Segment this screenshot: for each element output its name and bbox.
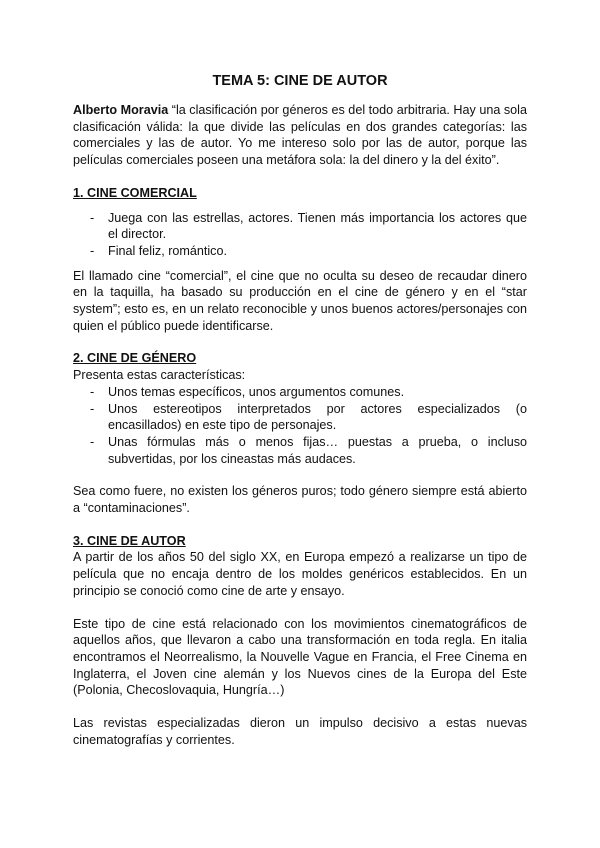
section-paragraph: El llamado cine “comercial”, el cine que no oculta su deseo de recaudar dinero en la taquilla, ha basado su producción en el cine de género y en el “star system”; esto es, en un relato reconocible y unos buenos actores/personajes con quien el público puede identificarse. — [73, 268, 527, 333]
list-item: - Unos temas específicos, unos argumentos comunes. — [73, 384, 527, 401]
section-heading: 3. CINE DE AUTOR — [73, 533, 186, 548]
section-paragraph: Las revistas especializadas dieron un impulso decisivo a estas nuevas cinematografías y corrientes. — [73, 716, 527, 747]
section-heading: 1. CINE COMERCIAL — [73, 185, 197, 200]
list-item: - Juega con las estrellas, actores. Tienen más importancia los actores que el director. — [73, 210, 527, 243]
intro-paragraph — [73, 102, 527, 169]
bullet-list — [73, 210, 527, 260]
section-heading: 2. CINE DE GÉNERO — [73, 351, 197, 366]
intro-quote: “la clasificación por géneros es del todo arbitraria. Hay una sola clasificación válida: la que divide las películas en dos grandes categorías: las comerciales y las de autor. Yo me intereso solo por las de autor, porque las películas comerciales poseen una metáfora sola: la del dinero y la del éxito”. — [73, 103, 527, 168]
list-item: - Unas fórmulas más o menos fijas… puestas a prueba, o incluso subvertidas, por los cineastas más audaces. — [73, 434, 527, 467]
section-paragraph: Este tipo de cine está relacionado con los movimientos cinematográficos de aquellos años, que llevaron a cabo una transformación en toda regla. En italia encontramos el Neorrealismo, la Nouvelle Vague en Francia, el Free Cinema en Inglaterra, el Joven cine alemán y los Nuevos cines de la Europa del Este (Polonia, Checoslovaquia, Hungría…) — [73, 616, 527, 698]
section-paragraph: Sea como fuere, no existen los géneros puros; todo género siempre está abierto a “contaminaciones”. — [73, 484, 527, 516]
section-lead: Presenta estas características: — [73, 368, 246, 383]
section-cine-de-genero — [73, 350, 527, 516]
section-cine-de-autor — [73, 533, 527, 749]
section-paragraph: A partir de los años 50 del siglo XX, en Europa empezó a realizarse un tipo de película que no encaja dentro de los moldes genéricos establecidos. En un principio se conoció como cine de arte y ensayo. — [73, 550, 527, 598]
list-item: - Final feliz, romántico. — [73, 243, 527, 260]
bullet-list — [73, 384, 527, 468]
section-cine-comercial — [73, 185, 527, 335]
document-page — [73, 72, 527, 749]
quote-author: Alberto Moravia — [73, 103, 169, 117]
page-title: TEMA 5: CINE DE AUTOR — [212, 73, 388, 89]
list-item: - Unos estereotipos interpretados por actores especializados (o encasillados) en este tipo de personajes. — [73, 401, 527, 434]
